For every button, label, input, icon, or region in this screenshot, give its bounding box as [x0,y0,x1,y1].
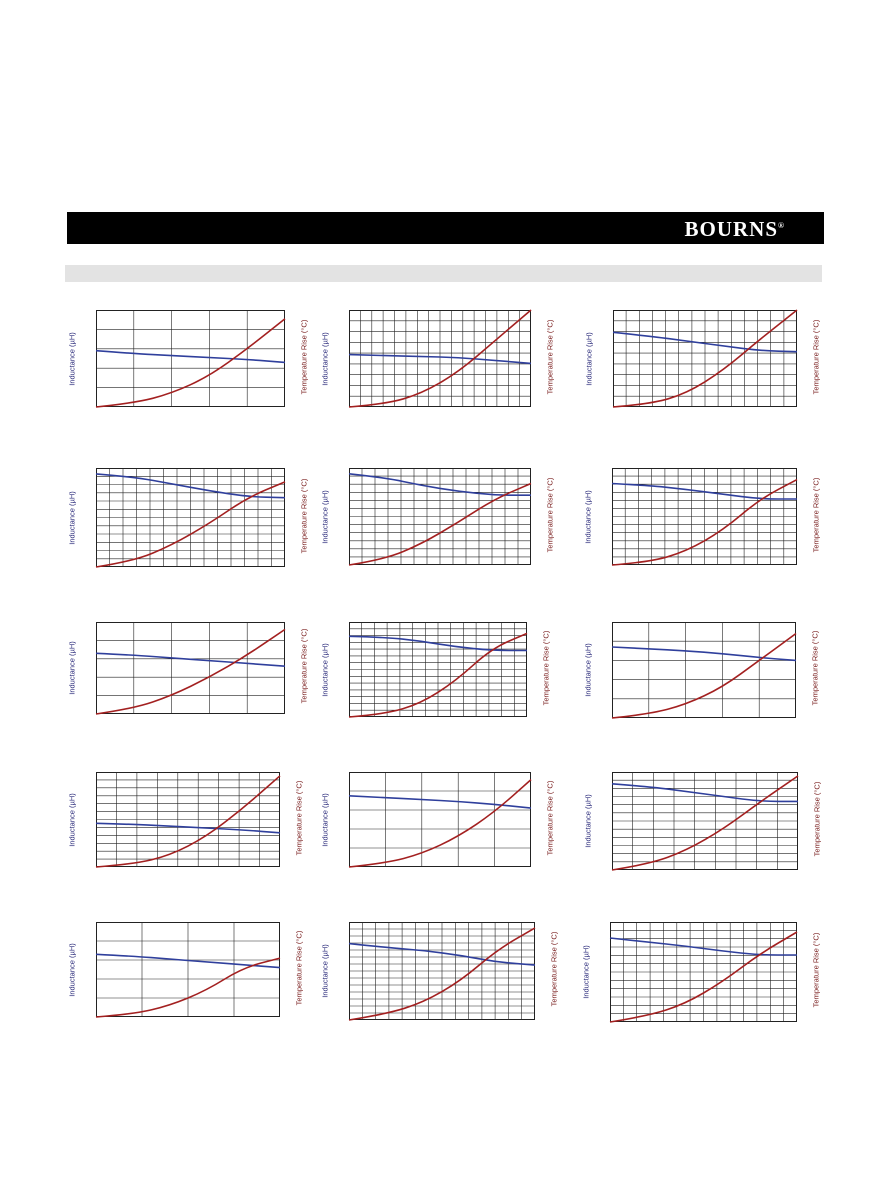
chart-9 [583,622,820,718]
temperature-rise-series-line [96,776,280,867]
y-axis-label-temperature-rise: Temperature Rise (°C) [549,931,559,1007]
temperature-rise-series-line [96,319,285,407]
inductance-series-line [349,796,531,808]
chart-15 [581,922,821,1022]
y-axis-label-inductance: Inductance (µH) [67,490,77,545]
chart-plot-area [349,468,531,565]
chart-plot-area [96,922,280,1017]
y-axis-label-temperature-rise: Temperature Rise (°C) [294,780,304,855]
chart-12 [583,772,822,870]
y-axis-label-inductance: Inductance (µH) [67,641,77,695]
inductance-series-line [612,784,798,802]
y-axis-label-temperature-rise: Temperature Rise (°C) [811,932,821,1008]
chart-1 [67,310,309,407]
y-axis-label-temperature-rise: Temperature Rise (°C) [541,630,551,705]
y-axis-label-inductance: Inductance (µH) [581,945,591,999]
y-axis-label-inductance: Inductance (µH) [67,942,77,997]
chart-frame [613,623,796,718]
inductance-series-line [96,653,285,666]
chart-6 [583,468,821,565]
chart-3 [584,310,821,407]
chart-13 [67,922,304,1017]
y-axis-label-inductance: Inductance (µH) [320,944,330,998]
y-axis-label-inductance: Inductance (µH) [583,794,593,848]
chart-plot-area [610,922,797,1022]
temperature-rise-series-line [612,634,796,719]
y-axis-label-temperature-rise: Temperature Rise (°C) [299,478,309,553]
header-bar [67,212,824,244]
chart-plot-area [612,772,798,870]
chart-10 [67,772,304,867]
chart-5 [320,468,555,565]
chart-plot-area [96,468,285,567]
chart-plot-area [349,622,527,717]
section-title-bar [65,265,822,282]
y-axis-label-inductance: Inductance (µH) [584,331,594,386]
chart-plot-area [612,468,797,565]
chart-4 [67,468,309,567]
temperature-rise-series-line [612,776,798,870]
y-axis-label-temperature-rise: Temperature Rise (°C) [810,630,820,706]
y-axis-label-temperature-rise: Temperature Rise (°C) [294,930,304,1005]
chart-plot-area [349,772,531,867]
y-axis-label-temperature-rise: Temperature Rise (°C) [811,477,821,552]
chart-plot-area [96,622,285,714]
bourns-logo [684,217,784,242]
y-axis-label-temperature-rise: Temperature Rise (°C) [811,319,821,394]
chart-plot-area [96,310,285,407]
chart-7 [67,622,309,714]
inductance-series-line [96,351,285,363]
temperature-rise-series-line [96,629,285,714]
chart-8 [320,622,551,717]
y-axis-label-inductance: Inductance (µH) [67,792,77,847]
inductance-series-line [96,823,280,833]
chart-plot-area [96,772,280,867]
y-axis-label-temperature-rise: Temperature Rise (°C) [299,319,309,394]
chart-frame [97,311,285,407]
y-axis-label-temperature-rise: Temperature Rise (°C) [545,780,555,855]
y-axis-label-inductance: Inductance (µH) [320,489,330,544]
logo-text: BOURNS [684,217,779,241]
y-axis-label-inductance: Inductance (µH) [583,489,593,544]
y-axis-label-temperature-rise: Temperature Rise (°C) [812,781,822,857]
chart-11 [320,772,555,867]
chart-plot-area [613,310,797,407]
y-axis-label-inductance: Inductance (µH) [583,643,593,697]
y-axis-label-temperature-rise: Temperature Rise (°C) [299,628,309,704]
chart-plot-area [349,922,535,1020]
chart-plot-area [612,622,796,718]
temperature-rise-series-line [349,780,531,867]
logo-registered-mark: ® [778,221,784,230]
y-axis-label-inductance: Inductance (µH) [320,642,330,697]
y-axis-label-temperature-rise: Temperature Rise (°C) [545,319,555,394]
chart-14 [320,922,559,1020]
y-axis-label-inductance: Inductance (µH) [320,792,330,847]
chart-plot-area [349,310,531,407]
y-axis-label-inductance: Inductance (µH) [67,331,77,386]
y-axis-label-temperature-rise: Temperature Rise (°C) [545,477,555,552]
y-axis-label-inductance: Inductance (µH) [320,331,330,386]
chart-2 [320,310,555,407]
chart-frame [97,623,285,714]
chart-frame [350,773,531,867]
